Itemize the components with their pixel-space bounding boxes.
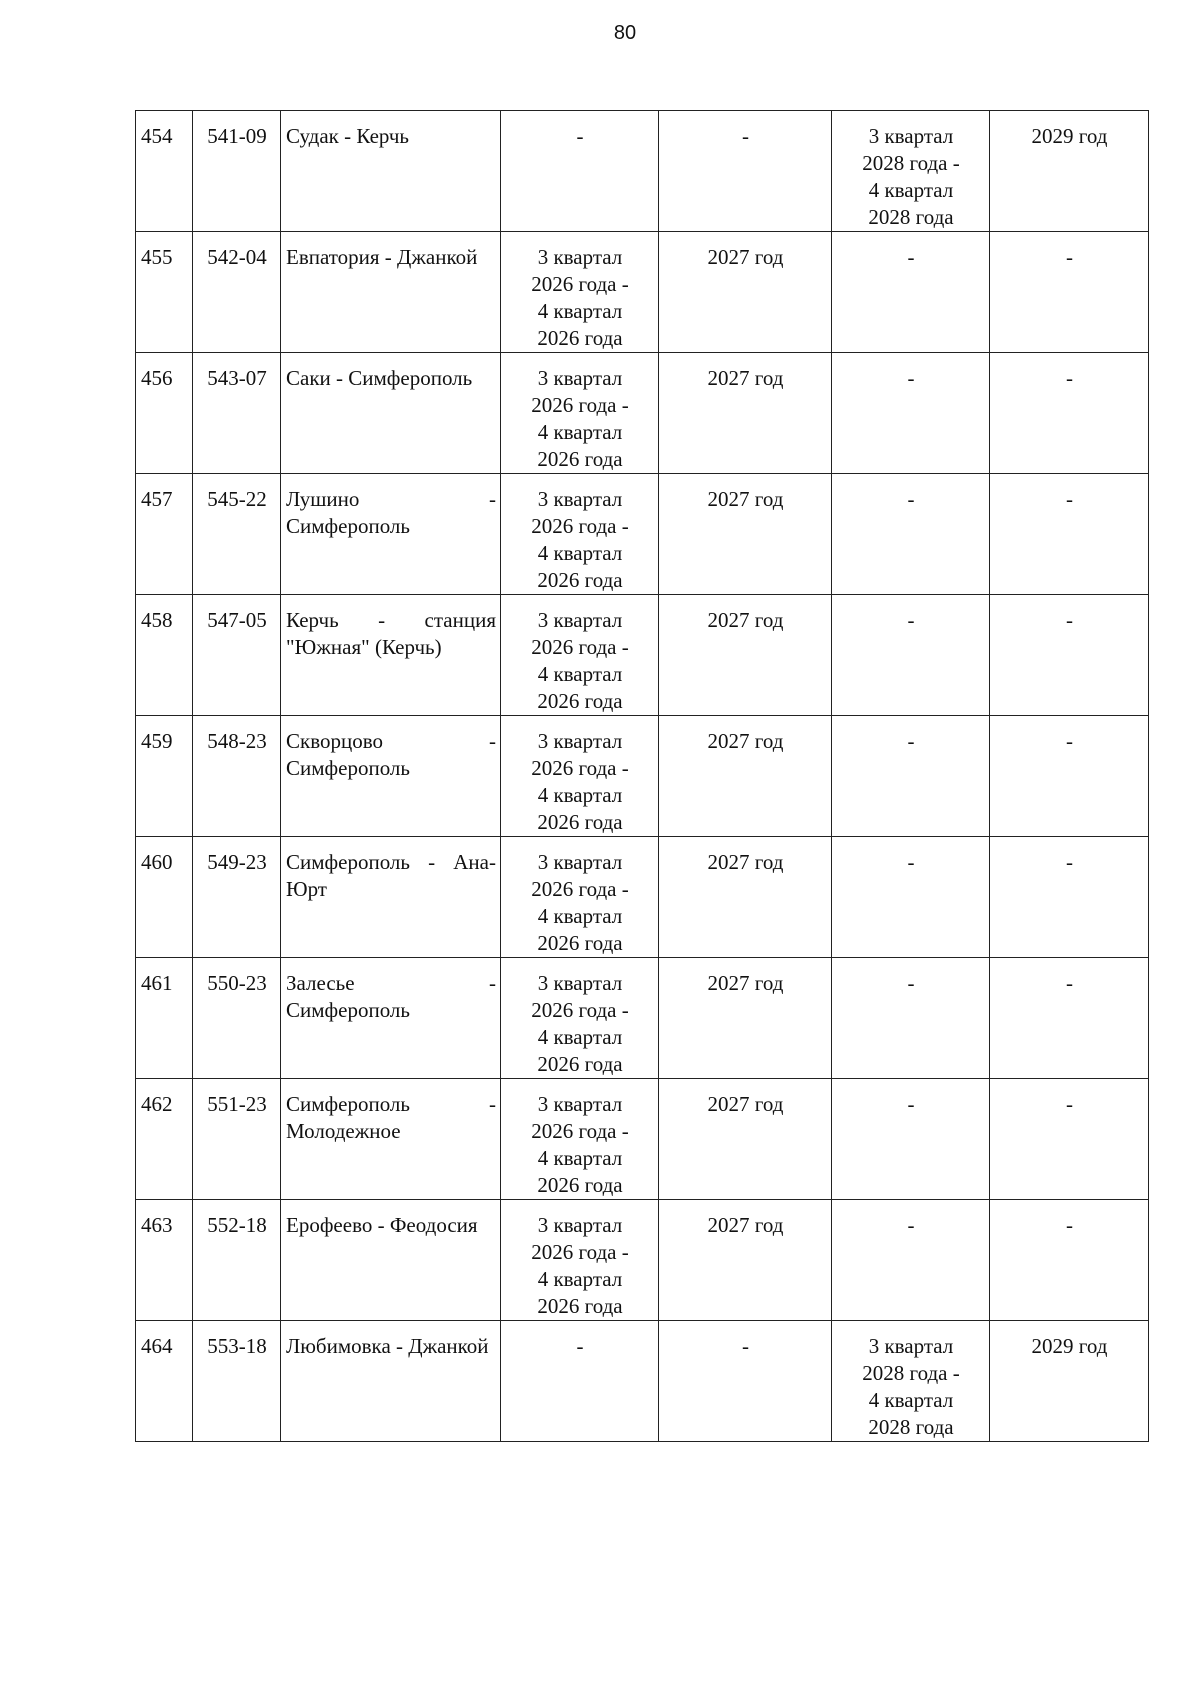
- route-name: Ерофеево - Феодосия: [281, 1200, 501, 1321]
- table-row: [136, 958, 1149, 1079]
- route-code: 548-23: [193, 716, 281, 837]
- period-1: 3 квартал 2026 года - 4 квартал 2026 года: [501, 837, 659, 958]
- period-4: -: [990, 716, 1149, 837]
- period-2: 2027 год: [659, 232, 832, 353]
- route-name: Евпатория - Джанкой: [281, 232, 501, 353]
- period-4: -: [990, 1079, 1149, 1200]
- route-schedule-table: [135, 110, 1149, 1442]
- route-name: Судак - Керчь: [281, 111, 501, 232]
- table-row: [136, 232, 1149, 353]
- row-number: 459: [136, 716, 193, 837]
- row-number: 457: [136, 474, 193, 595]
- route-code: 545-22: [193, 474, 281, 595]
- row-number: 462: [136, 1079, 193, 1200]
- period-2: 2027 год: [659, 958, 832, 1079]
- route-code: 542-04: [193, 232, 281, 353]
- route-name: Любимовка - Джанкой: [281, 1321, 501, 1442]
- period-3: 3 квартал 2028 года - 4 квартал 2028 года: [832, 111, 990, 232]
- period-4: -: [990, 958, 1149, 1079]
- period-1: 3 квартал 2026 года - 4 квартал 2026 года: [501, 1079, 659, 1200]
- period-2: 2027 год: [659, 1200, 832, 1321]
- period-2: -: [659, 1321, 832, 1442]
- period-4: -: [990, 595, 1149, 716]
- table-row: [136, 474, 1149, 595]
- route-code: 547-05: [193, 595, 281, 716]
- route-name: Симферополь - Молодежное: [281, 1079, 501, 1200]
- route-code: 550-23: [193, 958, 281, 1079]
- table-row: [136, 595, 1149, 716]
- row-number: 454: [136, 111, 193, 232]
- period-1: 3 квартал 2026 года - 4 квартал 2026 года: [501, 232, 659, 353]
- route-schedule-body: [136, 111, 1149, 1442]
- table-row: [136, 1321, 1149, 1442]
- route-code: 551-23: [193, 1079, 281, 1200]
- period-4: -: [990, 232, 1149, 353]
- period-1: 3 квартал 2026 года - 4 квартал 2026 года: [501, 595, 659, 716]
- row-number: 461: [136, 958, 193, 1079]
- period-2: 2027 год: [659, 353, 832, 474]
- period-2: 2027 год: [659, 595, 832, 716]
- period-3: -: [832, 1200, 990, 1321]
- page-number: 80: [613, 22, 637, 44]
- period-1: 3 квартал 2026 года - 4 квартал 2026 года: [501, 958, 659, 1079]
- period-3: -: [832, 716, 990, 837]
- period-4: -: [990, 474, 1149, 595]
- route-name: Залесье - Симферополь: [281, 958, 501, 1079]
- period-2: 2027 год: [659, 474, 832, 595]
- route-code: 543-07: [193, 353, 281, 474]
- row-number: 456: [136, 353, 193, 474]
- route-name: Скворцово - Симферополь: [281, 716, 501, 837]
- row-number: 464: [136, 1321, 193, 1442]
- route-name: Лушино - Симферополь: [281, 474, 501, 595]
- route-name: Керчь - станция "Южная" (Керчь): [281, 595, 501, 716]
- table-row: [136, 837, 1149, 958]
- route-code: 549-23: [193, 837, 281, 958]
- row-number: 458: [136, 595, 193, 716]
- table-row: [136, 111, 1149, 232]
- period-1: 3 квартал 2026 года - 4 квартал 2026 года: [501, 1200, 659, 1321]
- route-code: 553-18: [193, 1321, 281, 1442]
- period-3: -: [832, 474, 990, 595]
- table-row: [136, 353, 1149, 474]
- row-number: 455: [136, 232, 193, 353]
- period-1: 3 квартал 2026 года - 4 квартал 2026 года: [501, 716, 659, 837]
- period-3: -: [832, 837, 990, 958]
- route-code: 541-09: [193, 111, 281, 232]
- route-name: Саки - Симферополь: [281, 353, 501, 474]
- period-2: 2027 год: [659, 837, 832, 958]
- period-1: 3 квартал 2026 года - 4 квартал 2026 года: [501, 474, 659, 595]
- table-row: [136, 1079, 1149, 1200]
- period-3: -: [832, 958, 990, 1079]
- period-4: -: [990, 353, 1149, 474]
- period-4: -: [990, 837, 1149, 958]
- period-3: -: [832, 1079, 990, 1200]
- table-row: [136, 1200, 1149, 1321]
- period-1: -: [501, 1321, 659, 1442]
- period-2: 2027 год: [659, 716, 832, 837]
- period-3: -: [832, 595, 990, 716]
- period-4: -: [990, 1200, 1149, 1321]
- route-name: Симферополь - Ана-Юрт: [281, 837, 501, 958]
- row-number: 463: [136, 1200, 193, 1321]
- period-2: 2027 год: [659, 1079, 832, 1200]
- period-3: -: [832, 353, 990, 474]
- route-code: 552-18: [193, 1200, 281, 1321]
- period-4: 2029 год: [990, 111, 1149, 232]
- period-3: -: [832, 232, 990, 353]
- period-2: -: [659, 111, 832, 232]
- period-1: -: [501, 111, 659, 232]
- period-1: 3 квартал 2026 года - 4 квартал 2026 года: [501, 353, 659, 474]
- table-row: [136, 716, 1149, 837]
- row-number: 460: [136, 837, 193, 958]
- period-3: 3 квартал 2028 года - 4 квартал 2028 года: [832, 1321, 990, 1442]
- period-4: 2029 год: [990, 1321, 1149, 1442]
